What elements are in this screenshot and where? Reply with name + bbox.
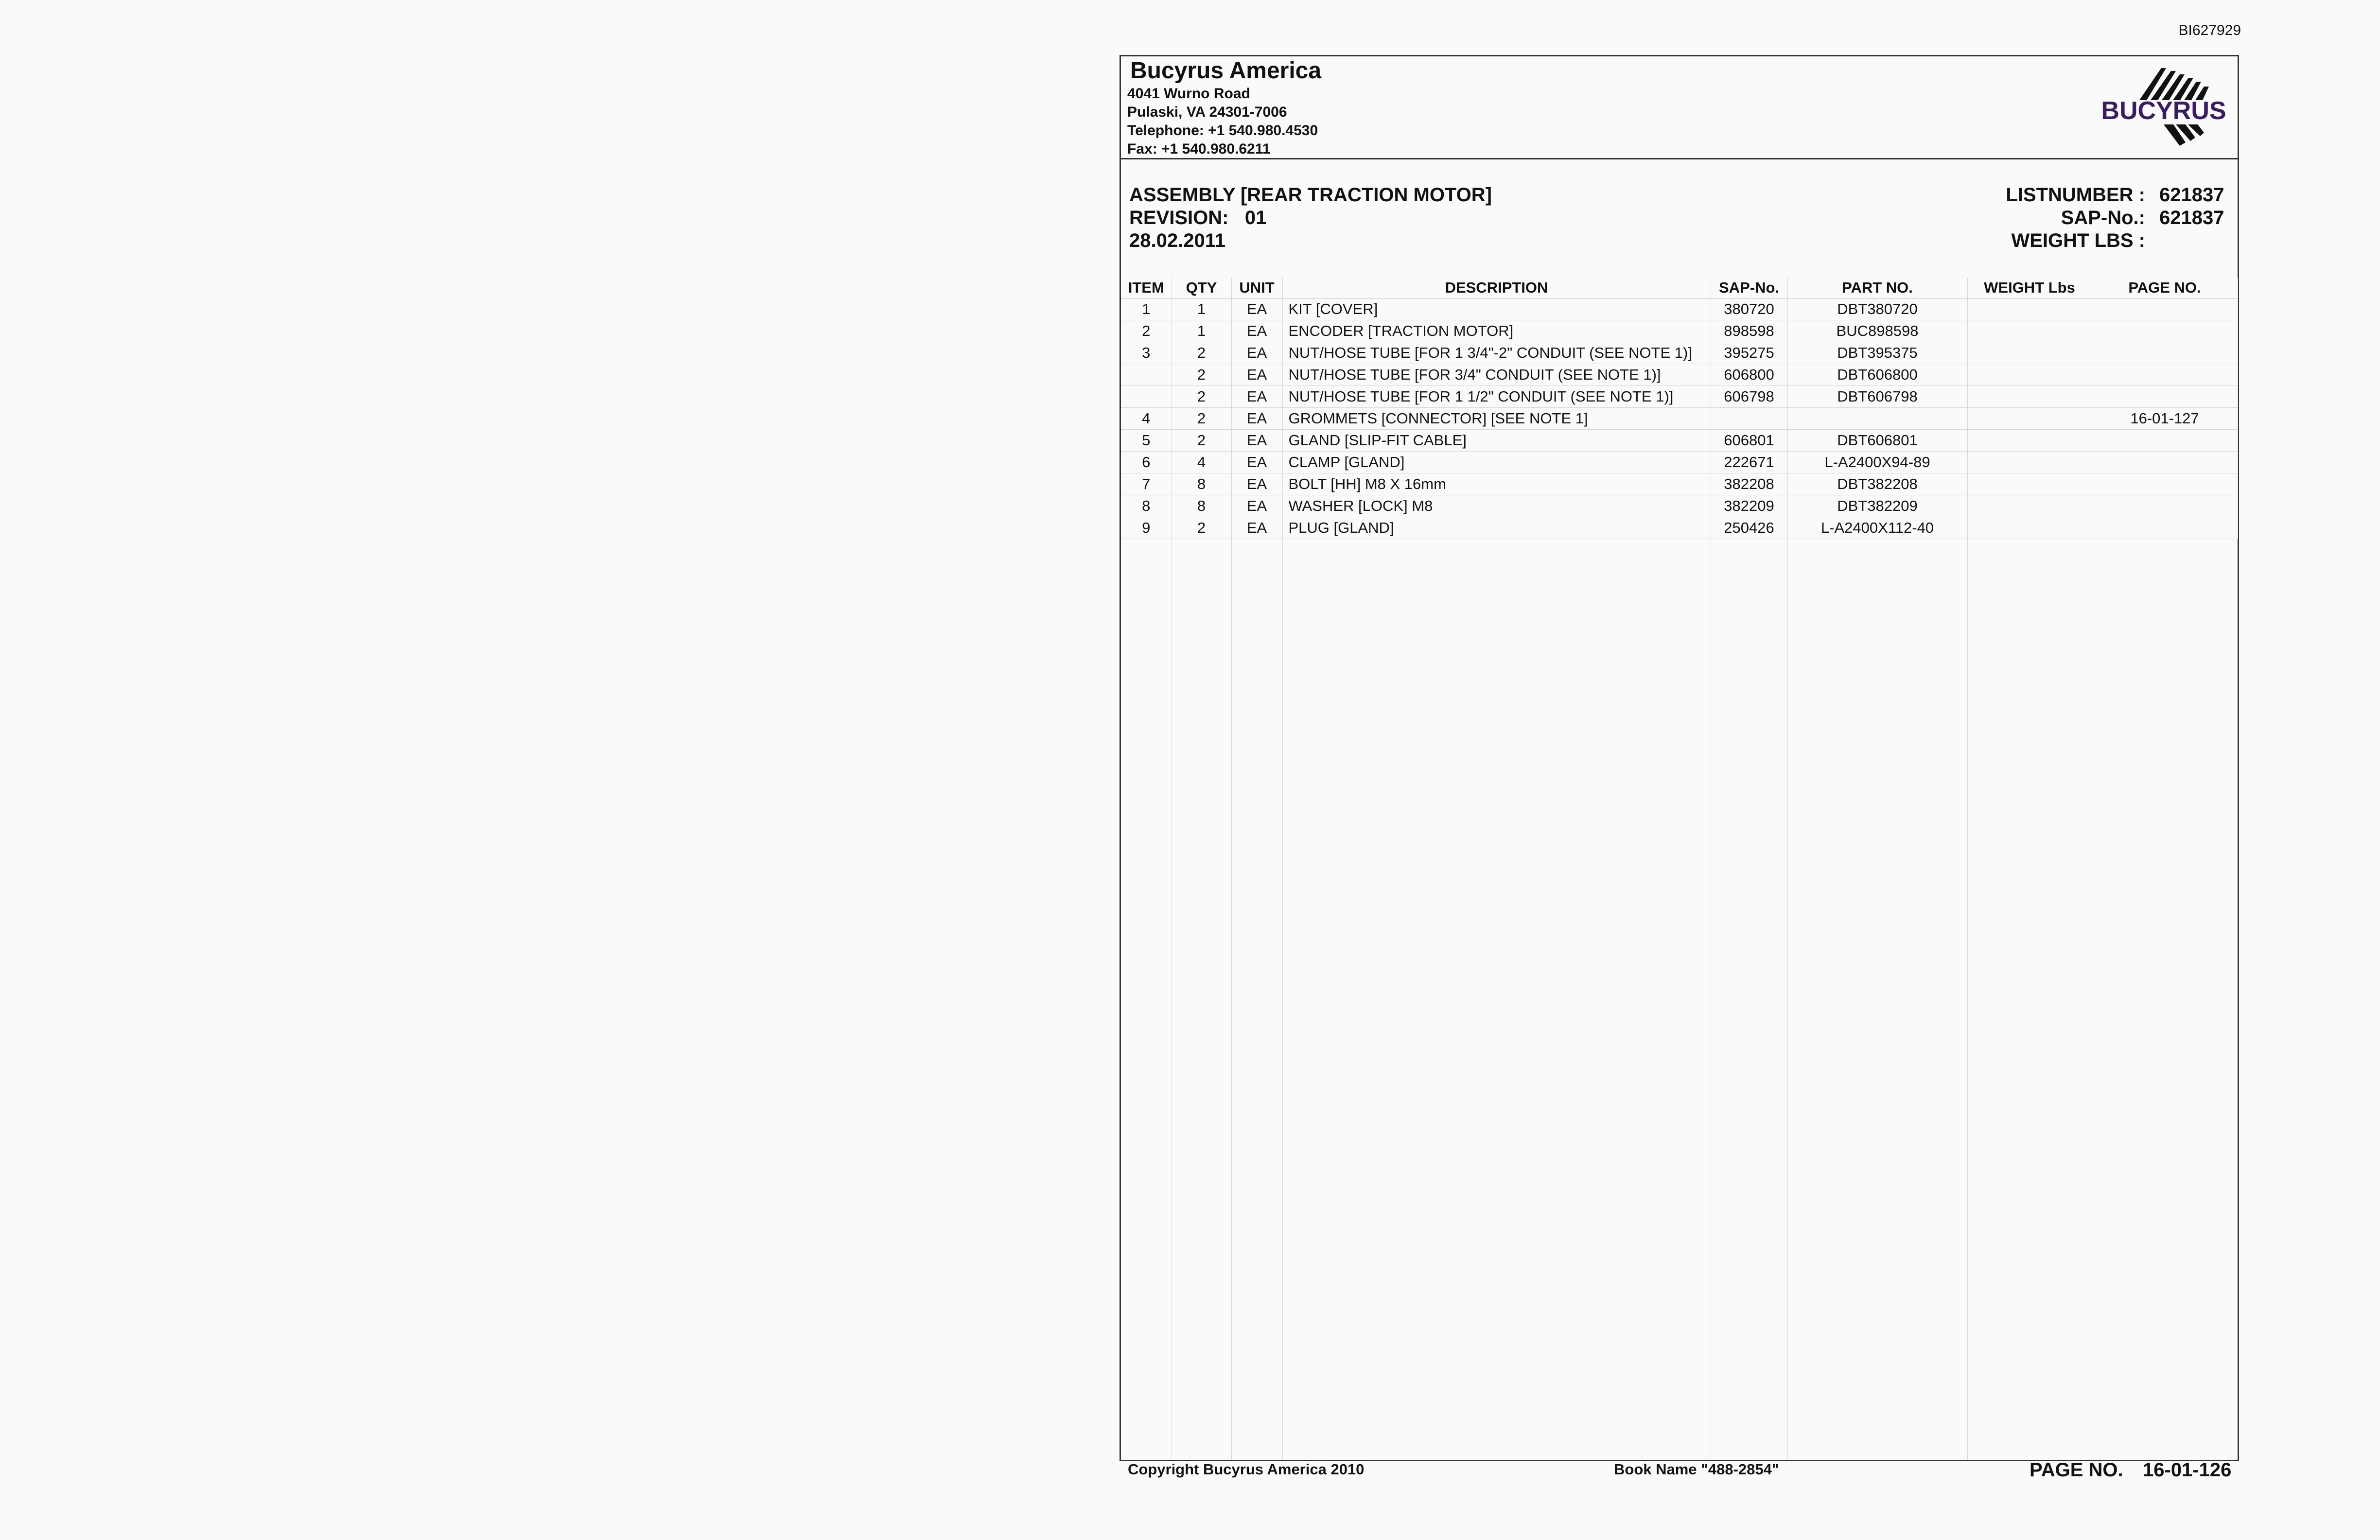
column-header-sap-no: SAP-No. <box>1711 278 1787 298</box>
cell-item: 8 <box>1121 495 1172 517</box>
table-body <box>1121 298 2238 539</box>
cell-qty: 8 <box>1172 495 1231 517</box>
parts-list-frame <box>1120 55 2239 1461</box>
logo-wordmark: BUCYRUS <box>2101 97 2226 125</box>
cell-item: 4 <box>1121 408 1172 430</box>
table-row <box>1121 386 2238 408</box>
cell-part-no: DBT382208 <box>1787 473 1967 495</box>
cell-part-no: DBT606798 <box>1787 386 1967 408</box>
cell-part-no: DBT382209 <box>1787 495 1967 517</box>
listnumber-value: 621837 <box>2159 184 2224 206</box>
assembly-date: 28.02.2011 <box>1129 230 1225 251</box>
cell-sap-no: 395275 <box>1711 342 1787 364</box>
cell-sap-no: 382209 <box>1711 495 1787 517</box>
cell-item: 9 <box>1121 517 1172 539</box>
cell-description: WASHER [LOCK] M8 <box>1282 495 1711 517</box>
document-id: BI627929 <box>2178 22 2241 38</box>
cell-description: GLAND [SLIP-FIT CABLE] <box>1282 430 1711 452</box>
cell-description: PLUG [GLAND] <box>1282 517 1711 539</box>
cell-part-no: L-A2400X112-40 <box>1787 517 1967 539</box>
cell-page-no <box>2092 452 2238 473</box>
cell-weight <box>1967 298 2092 320</box>
book-name: Book Name "488-2854" <box>1614 1461 1779 1478</box>
cell-page-no <box>2092 495 2238 517</box>
cell-weight <box>1967 364 2092 386</box>
bucyrus-logo <box>2093 62 2234 150</box>
cell-weight <box>1967 495 2092 517</box>
cell-weight <box>1967 452 2092 473</box>
table-row <box>1121 320 2238 342</box>
footer-page-number: 16-01-126 <box>2143 1459 2232 1481</box>
cell-qty: 1 <box>1172 320 1231 342</box>
cell-item: 7 <box>1121 473 1172 495</box>
cell-item <box>1121 386 1172 408</box>
cell-unit: EA <box>1231 495 1282 517</box>
weight-label: WEIGHT LBS : <box>2011 230 2145 251</box>
revision-value: 01 <box>1244 207 1267 228</box>
cell-sap-no: 250426 <box>1711 517 1787 539</box>
cell-description: GROMMETS [CONNECTOR] [SEE NOTE 1] <box>1282 408 1711 430</box>
listnumber-label: LISTNUMBER : <box>2006 184 2145 206</box>
cell-sap-no: 380720 <box>1711 298 1787 320</box>
cell-sap-no: 606801 <box>1711 430 1787 452</box>
cell-page-no <box>2092 517 2238 539</box>
cell-part-no: DBT380720 <box>1787 298 1967 320</box>
cell-sap-no: 898598 <box>1711 320 1787 342</box>
cell-unit: EA <box>1231 320 1282 342</box>
cell-weight <box>1967 386 2092 408</box>
address-fax: Fax: +1 540.980.6211 <box>1127 141 1271 157</box>
column-header-unit: UNIT <box>1231 278 1282 298</box>
cell-part-no: L-A2400X94-89 <box>1787 452 1967 473</box>
cell-item <box>1121 364 1172 386</box>
table-header-row <box>1121 278 2238 298</box>
column-header-weight: WEIGHT Lbs <box>1967 278 2092 298</box>
sap-value: 621837 <box>2159 207 2224 228</box>
cell-qty: 2 <box>1172 386 1231 408</box>
cell-weight <box>1967 473 2092 495</box>
cell-part-no: DBT395375 <box>1787 342 1967 364</box>
cell-unit: EA <box>1231 430 1282 452</box>
cell-qty: 1 <box>1172 298 1231 320</box>
cell-page-no <box>2092 342 2238 364</box>
cell-weight <box>1967 342 2092 364</box>
column-header-description: DESCRIPTION <box>1282 278 1711 298</box>
cell-description: NUT/HOSE TUBE [FOR 1 3/4"-2" CONDUIT (SEE NOTE 1)] <box>1282 342 1711 364</box>
cell-page-no <box>2092 473 2238 495</box>
assembly-title: ASSEMBLY [REAR TRACTION MOTOR] <box>1129 184 1492 206</box>
cell-qty: 2 <box>1172 430 1231 452</box>
table-row <box>1121 517 2238 539</box>
cell-unit: EA <box>1231 473 1282 495</box>
address-telephone: Telephone: +1 540.980.4530 <box>1127 122 1318 139</box>
cell-qty: 8 <box>1172 473 1231 495</box>
cell-unit: EA <box>1231 364 1282 386</box>
cell-item: 2 <box>1121 320 1172 342</box>
cell-unit: EA <box>1231 408 1282 430</box>
table-row <box>1121 408 2238 430</box>
cell-page-no <box>2092 430 2238 452</box>
cell-description: NUT/HOSE TUBE [FOR 3/4" CONDUIT (SEE NOTE 1)] <box>1282 364 1711 386</box>
address-street: 4041 Wurno Road <box>1127 86 1250 102</box>
copyright-text: Copyright Bucyrus America 2010 <box>1128 1461 1365 1478</box>
cell-description: KIT [COVER] <box>1282 298 1711 320</box>
column-header-item: ITEM <box>1121 278 1172 298</box>
sap-label: SAP-No.: <box>2061 207 2145 228</box>
address-city: Pulaski, VA 24301-7006 <box>1127 104 1287 120</box>
cell-page-no <box>2092 364 2238 386</box>
cell-item: 1 <box>1121 298 1172 320</box>
cell-unit: EA <box>1231 342 1282 364</box>
footer-page-label: PAGE NO. <box>2030 1459 2123 1481</box>
table-row <box>1121 473 2238 495</box>
cell-sap-no: 606800 <box>1711 364 1787 386</box>
cell-weight <box>1967 320 2092 342</box>
table-row <box>1121 342 2238 364</box>
cell-weight <box>1967 430 2092 452</box>
revision-line <box>1129 207 1266 229</box>
cell-description: NUT/HOSE TUBE [FOR 1 1/2" CONDUIT (SEE NOTE 1)] <box>1282 386 1711 408</box>
cell-weight <box>1967 408 2092 430</box>
parts-table <box>1121 278 2238 539</box>
cell-sap-no: 222671 <box>1711 452 1787 473</box>
cell-sap-no: 606798 <box>1711 386 1787 408</box>
revision-label: REVISION: <box>1129 207 1229 228</box>
table-row <box>1121 495 2238 517</box>
cell-description: ENCODER [TRACTION MOTOR] <box>1282 320 1711 342</box>
cell-weight <box>1967 517 2092 539</box>
cell-qty: 4 <box>1172 452 1231 473</box>
cell-unit: EA <box>1231 298 1282 320</box>
cell-qty: 2 <box>1172 342 1231 364</box>
cell-unit: EA <box>1231 517 1282 539</box>
cell-sap-no: 382208 <box>1711 473 1787 495</box>
cell-part-no <box>1787 408 1967 430</box>
column-header-part-no: PART NO. <box>1787 278 1967 298</box>
cell-description: CLAMP [GLAND] <box>1282 452 1711 473</box>
cell-page-no: 16-01-127 <box>2092 408 2238 430</box>
cell-description: BOLT [HH] M8 X 16mm <box>1282 473 1711 495</box>
cell-part-no: DBT606801 <box>1787 430 1967 452</box>
cell-item: 6 <box>1121 452 1172 473</box>
cell-page-no <box>2092 298 2238 320</box>
cell-qty: 2 <box>1172 364 1231 386</box>
cell-item: 3 <box>1121 342 1172 364</box>
cell-unit: EA <box>1231 452 1282 473</box>
company-name: Bucyrus America <box>1130 58 1322 84</box>
cell-part-no: DBT606800 <box>1787 364 1967 386</box>
cell-sap-no <box>1711 408 1787 430</box>
cell-part-no: BUC898598 <box>1787 320 1967 342</box>
cell-unit: EA <box>1231 386 1282 408</box>
cell-qty: 2 <box>1172 517 1231 539</box>
cell-item: 5 <box>1121 430 1172 452</box>
table-row <box>1121 364 2238 386</box>
cell-page-no <box>2092 386 2238 408</box>
header-divider <box>1121 158 2238 159</box>
cell-qty: 2 <box>1172 408 1231 430</box>
table-row <box>1121 298 2238 320</box>
cell-page-no <box>2092 320 2238 342</box>
column-header-qty: QTY <box>1172 278 1231 298</box>
table-row <box>1121 452 2238 473</box>
column-header-page-no: PAGE NO. <box>2092 278 2238 298</box>
table-row <box>1121 430 2238 452</box>
